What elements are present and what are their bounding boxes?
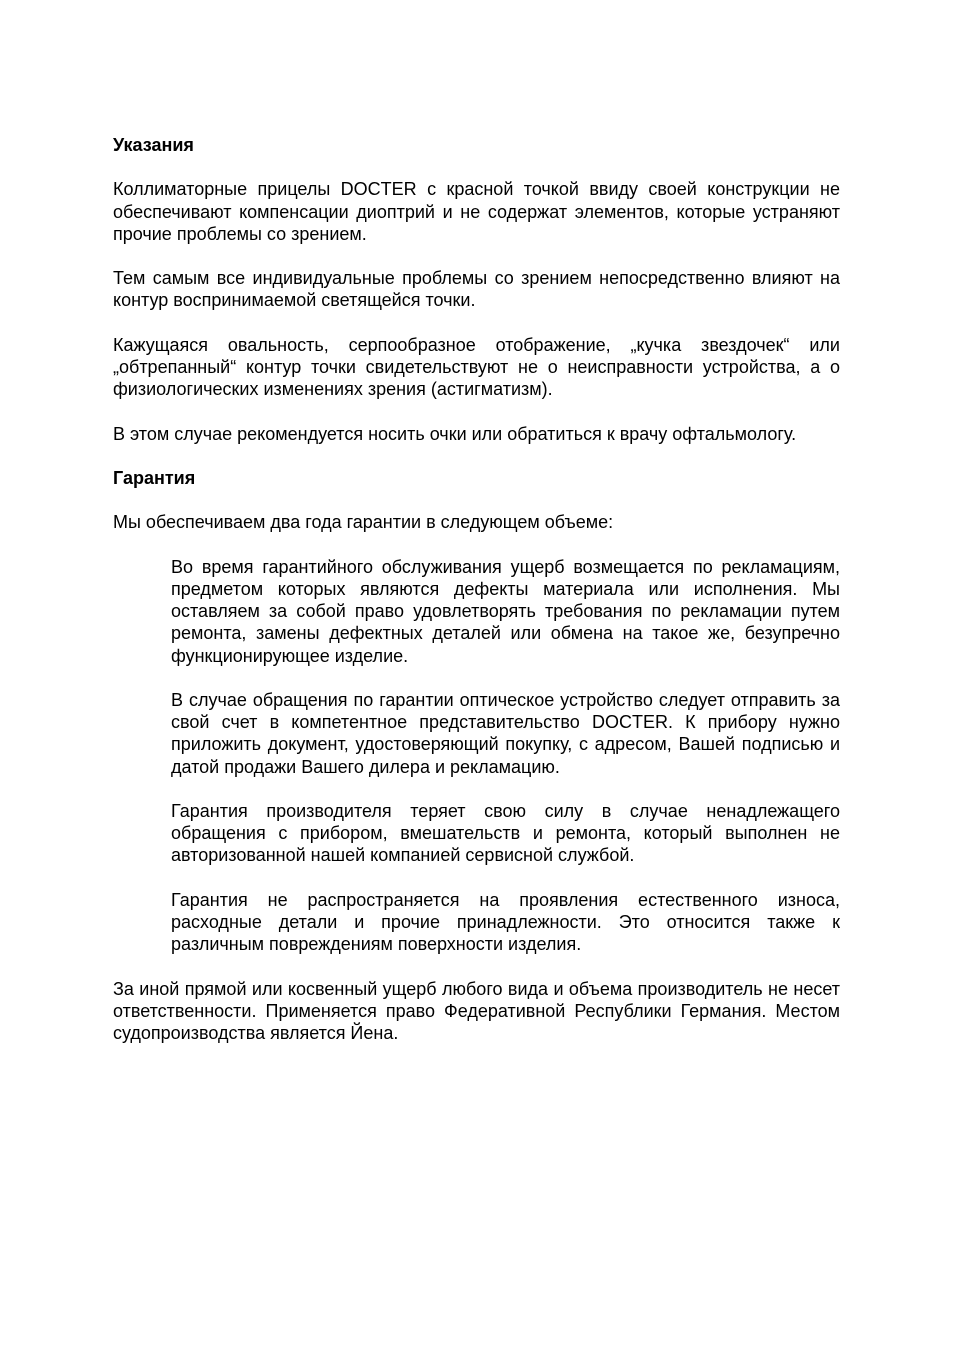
notes-paragraph-1: Коллиматорные прицелы DOCTER с красной точкой ввиду своей конструкции не обеспечивают компенсации диоптрий и не содержат элементов, которые устраняют прочие проблемы со зрением.: [113, 179, 840, 244]
notes-heading: Указания: [113, 135, 194, 155]
warranty-item-1: Во время гарантийного обслуживания ущерб возмещается по рекламациям, предметом которых являются дефекты материала или исполнения. Мы оставляем за собой право удовлетворять требования по рекламации путем ремонта, замены дефектных деталей или обмена на такое же, безупречно функционирующее изделие.: [171, 556, 840, 666]
document-page: [113, 134, 840, 1066]
notes-paragraph-3: Кажущаяся овальность, серпообразное отображение, „кучка звездочек“ или „обтрепанный“ контур точки свидетельствуют не о неисправности устройства, а о физиологических изменениях зрения (астигматизм).: [113, 334, 840, 400]
warranty-closing: За иной прямой или косвенный ущерб любого вида и объема производитель не несет ответственности. Применяется право Федеративной Республики Германия. Местом судопроизводства является Йена.: [113, 978, 840, 1043]
notes-paragraph-2: Тем самым все индивидуальные проблемы со зрением непосредственно влияют на контур воспринимаемой светящейся точки.: [113, 268, 840, 311]
warranty-intro: Мы обеспечиваем два года гарантии в следующем объеме:: [113, 512, 614, 533]
warranty-item-2: В случае обращения по гарантии оптическое устройство следует отправить за свой счет в компетентное представительство DOCTER. К прибору нужно приложить документ, удостоверяющий покупку, с адресом, Вашей подписью и датой продажи Вашего дилера и рекламацию.: [171, 689, 840, 777]
warranty-heading: Гарантия: [113, 467, 196, 488]
notes-paragraph-4: В этом случае рекомендуется носить очки или обратиться к врачу офтальмологу.: [113, 423, 797, 444]
warranty-item-4: Гарантия не распространяется на проявления естественного износа, расходные детали и прочие принадлежности. Это относится также к различным повреждениям поверхности изделия.: [171, 889, 840, 955]
warranty-item-3: Гарантия производителя теряет свою силу в случае ненадлежащего обращения с прибором, вмешательств и ремонта, который выполнен не авторизованной нашей компанией сервисной службой.: [171, 800, 840, 866]
